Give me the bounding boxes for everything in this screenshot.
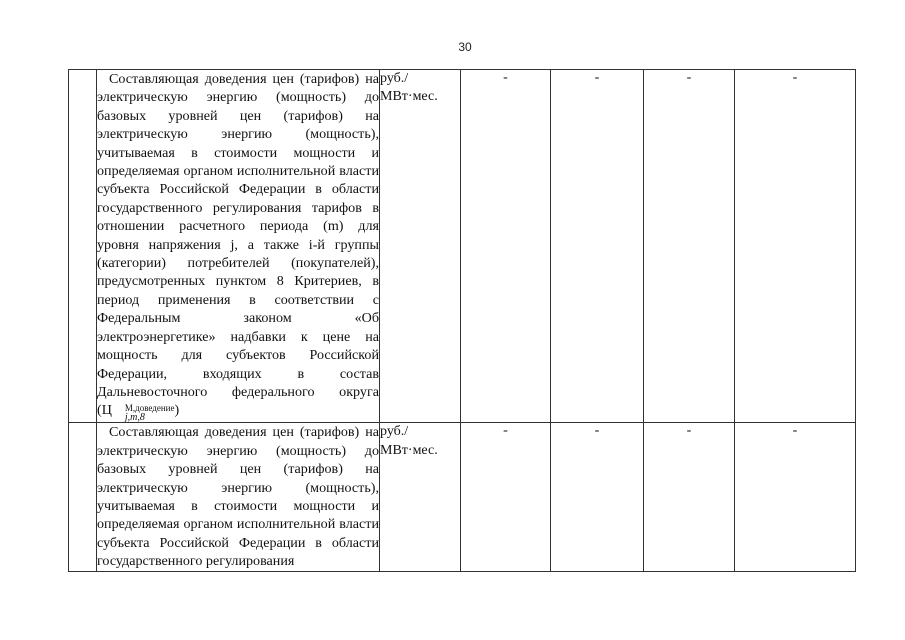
formula-open: (Ц: [97, 402, 112, 419]
unit-line-2: МВт·мес.: [380, 442, 438, 458]
formula-close: ): [174, 402, 180, 419]
description-cell: [97, 423, 380, 571]
table-row: [69, 423, 856, 571]
value-cell: -: [551, 423, 644, 571]
page-number: 30: [458, 40, 472, 54]
unit-cell: [380, 423, 461, 571]
description-text: Составляющая доведения цен (тарифов) на электрическую энергию (мощность) до базовых уровней цен (тарифов) на электрическую энергию (мощность), учитываемая в стоимости мощности и определяемая органом исполнительной власти субъекта Российской Федерации в области государственного регулирования: [97, 424, 379, 570]
description-text: Составляющая доведения цен (тарифов) на электрическую энергию (мощность) до базовых уровней цен (тарифов) на электрическую энергию (мощность), учитываемая в стоимости мощности и определяемая органом исполнительной власти субъекта Российской Федерации в области государственного регулирования тарифов в отношении расчетного периода (m) для уровня напряжения j, а также i-й группы (категории) потребителей (покупателей), предусмотренных пунктом 8 Критериев, в период применения в соответствии с Федеральным законом «Об электроэнергетике» надбавки к цене на мощность для субъектов Российской Федерации, входящих в состав Дальневосточного федерального округа: [97, 71, 379, 400]
tariff-table: [68, 69, 856, 572]
description-cell: [97, 70, 380, 423]
unit-cell: [380, 70, 461, 423]
value-cell: -: [735, 70, 856, 423]
unit-line-2: МВт·мес.: [380, 89, 438, 105]
value-cell: -: [735, 423, 856, 571]
value-cell: -: [551, 70, 644, 423]
formula-symbol: [97, 402, 180, 423]
value-cell: -: [644, 70, 735, 423]
formula-subscript: j,m,8: [124, 412, 145, 423]
unit-line-1: руб./: [380, 71, 409, 86]
row-index-cell: [69, 70, 97, 423]
value-cell: -: [461, 70, 551, 423]
value-cell: -: [461, 423, 551, 571]
formula-superscript: М,доведение: [124, 403, 175, 414]
table-row: [69, 70, 856, 423]
unit-line-1: руб./: [380, 424, 409, 440]
row-index-cell: [69, 423, 97, 571]
value-cell: -: [644, 423, 735, 571]
